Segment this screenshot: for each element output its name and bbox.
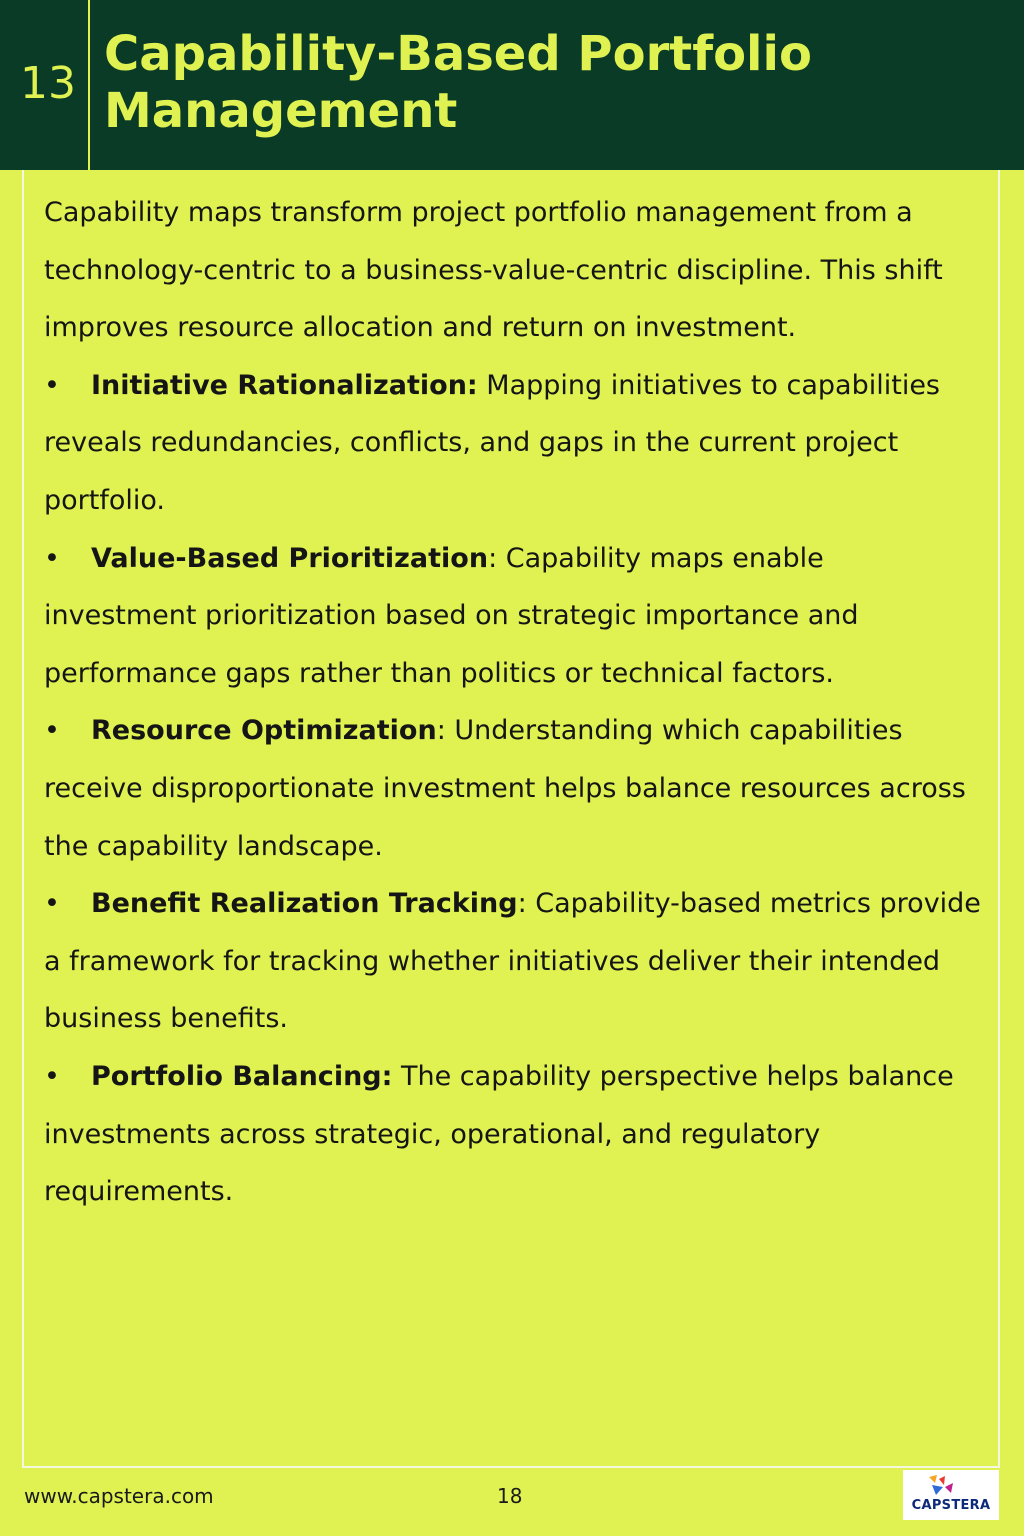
- bullet-marker: •: [44, 1060, 60, 1092]
- bullet-marker: •: [44, 542, 60, 574]
- intro-paragraph: Capability maps transform project portfolio management from a technology-centric to a business-value-centric discipline. This shift improves resource allocation and return on investment.: [44, 197, 943, 344]
- bullet-marker: •: [44, 369, 60, 401]
- page-title-line-2: Management: [104, 83, 458, 139]
- logo-text: CAPSTERA: [911, 1498, 991, 1513]
- page-title: [104, 26, 984, 140]
- bullet-text: : Understanding which capabilities receive disproportionate investment helps balance resources across the capability landscape.: [44, 715, 966, 862]
- bullet-marker: •: [44, 715, 60, 747]
- capstera-logo-icon: [923, 1473, 979, 1499]
- bullet-term: Initiative Rationalization:: [91, 369, 478, 401]
- bullet-term: Resource Optimization: [91, 715, 437, 747]
- bullet-benefit-realization-tracking: [44, 875, 984, 1048]
- bullet-value-based-prioritization: [44, 530, 984, 703]
- bullet-text: : Capability maps enable investment prioritization based on strategic importance and performance gaps rather than politics or technical factors.: [44, 542, 859, 689]
- bullet-text: The capability perspective helps balance investments across strategic, operational, and regulatory requirements.: [44, 1060, 954, 1208]
- bullet-term: Benefit Realization Tracking: [91, 888, 518, 920]
- page-number: 18: [497, 1484, 523, 1508]
- page-header: [0, 0, 1024, 170]
- capstera-logo: [903, 1470, 999, 1520]
- bullet-portfolio-balancing: [44, 1048, 984, 1221]
- bullet-term: Value-Based Prioritization: [91, 542, 489, 574]
- bullet-marker: •: [44, 888, 60, 920]
- header-divider: [88, 0, 90, 170]
- body-text: [44, 184, 984, 1221]
- footer-website-link[interactable]: www.capstera.com: [24, 1484, 214, 1508]
- section-number: 13: [20, 58, 76, 109]
- bullet-text: Mapping initiatives to capabilities reveals redundancies, conflicts, and gaps in the current project portfolio.: [44, 369, 941, 516]
- bullet-initiative-rationalization: [44, 357, 984, 530]
- bullet-text: : Capability-based metrics provide a framework for tracking whether initiatives deliver their intended business benefits.: [44, 888, 981, 1035]
- page-title-line-1: Capability-Based Portfolio: [104, 26, 812, 82]
- bullet-term: Portfolio Balancing:: [91, 1060, 393, 1092]
- bullet-resource-optimization: [44, 702, 984, 875]
